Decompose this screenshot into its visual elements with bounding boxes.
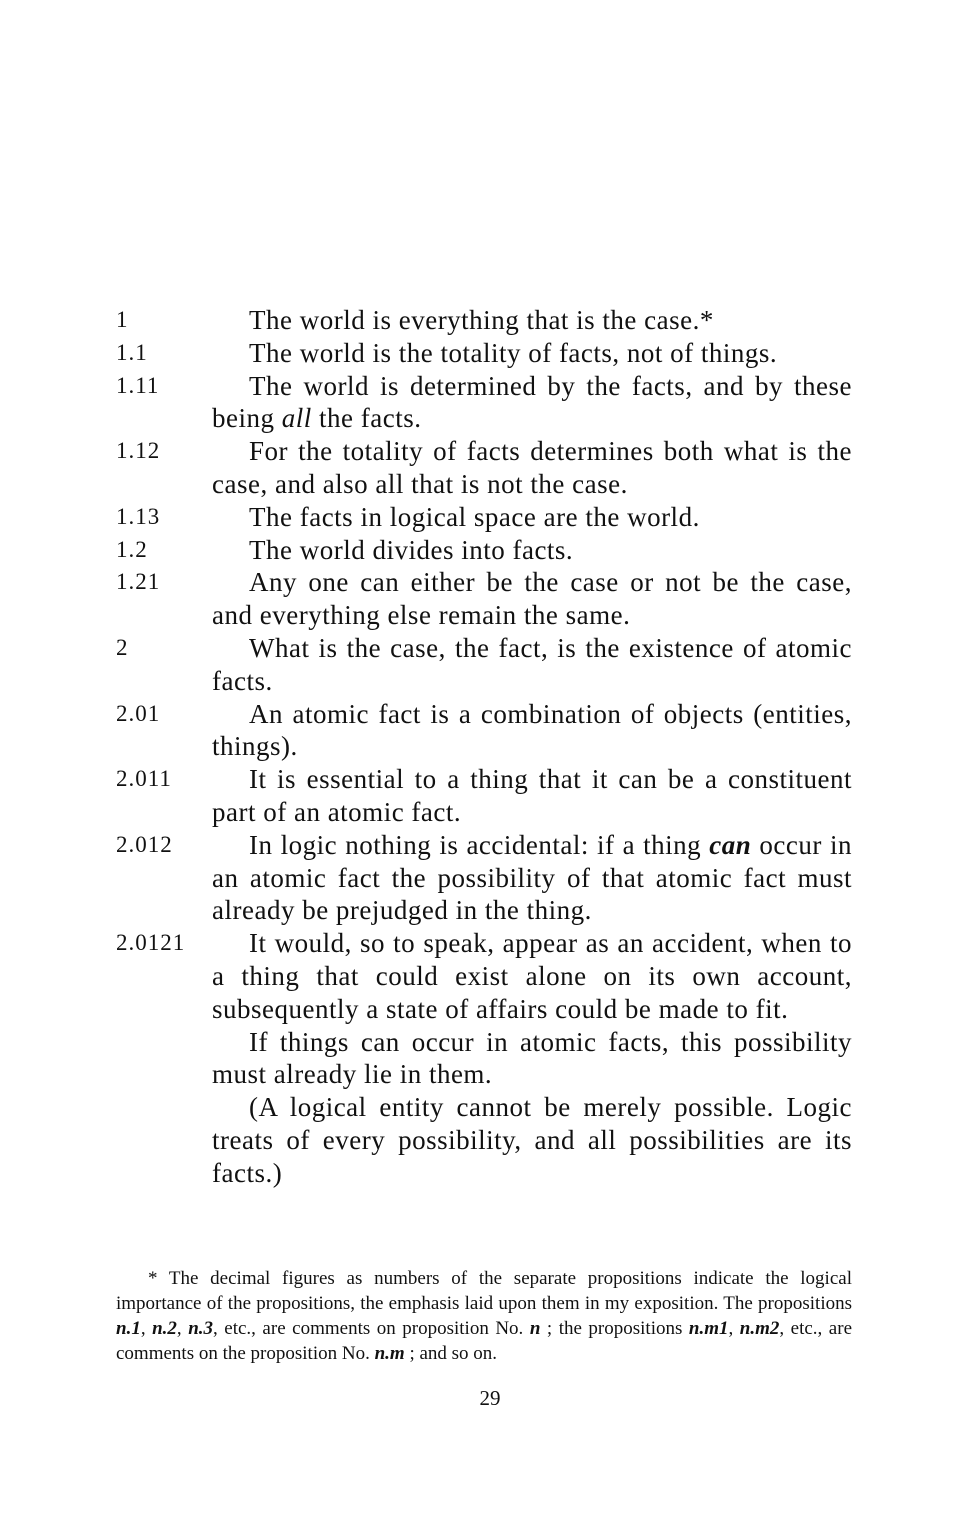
proposition-text: The facts in logical space are the world. [249, 501, 700, 532]
proposition-text: It is essential to a thing that it can be a constituent part of an atomic fact. [212, 764, 852, 827]
proposition-number: 1.2 [116, 536, 148, 562]
proposition [116, 304, 852, 337]
proposition-text: In logic nothing is accidental: if a thing can occur in an atomic fact the possibility of that atomic fact must already be prejudged in the thing. [212, 829, 852, 926]
proposition [116, 763, 852, 829]
proposition-number: 2.01 [116, 700, 161, 726]
proposition-number: 1.1 [116, 339, 148, 365]
emphasis-text: n.m1 [688, 1318, 729, 1339]
proposition [116, 632, 852, 698]
proposition-text: (A logical entity cannot be merely possible. Logic treats of every possibility, and all possibilities are its facts.) [212, 1092, 852, 1188]
proposition [116, 370, 852, 436]
proposition-number: 2.0121 [116, 930, 186, 956]
emphasis-text: n.3 [188, 1318, 214, 1339]
proposition-text: The world is everything that is the case.* [249, 305, 714, 335]
proposition-text: It would, so to speak, appear as an accident, when to a thing that could exist alone on its own account, subsequently a state of affairs could be made to fit. [212, 928, 852, 1024]
proposition-number: 1.21 [116, 569, 161, 595]
proposition [116, 566, 852, 632]
proposition-number: 1.13 [116, 503, 161, 529]
proposition [116, 337, 852, 370]
proposition-text: The world divides into facts. [249, 534, 574, 565]
proposition [116, 698, 852, 764]
footnote: * The decimal figures as numbers of the separate propositions indicate the logical importance of the propositions, the emphasis laid upon them in my exposition. The propositions n.1, n.2, n.3, etc., are comments on proposition No. n ; the propositions n.m1, n.m2, etc., are comments on the proposition No. n.m ; and so on. [116, 1268, 853, 1364]
proposition-text: For the totality of facts determines both what is the case, and also all that is not the case. [212, 436, 852, 499]
proposition-number: 2.012 [116, 831, 173, 857]
proposition-number: 1 [116, 307, 129, 332]
emphasis-text: all [281, 403, 312, 434]
proposition [116, 829, 852, 927]
propositions-list [116, 304, 852, 1190]
proposition [116, 501, 852, 534]
proposition-number: 1.11 [116, 372, 160, 398]
proposition-number: 2.011 [116, 766, 172, 792]
proposition-text: The world is the totality of facts, not of things. [249, 337, 778, 368]
proposition-text: The world is determined by the facts, and by these being all the facts. [212, 370, 852, 434]
proposition [116, 435, 852, 501]
proposition-text: An atomic fact is a combination of objects (entities, things). [212, 698, 852, 762]
emphasis-text: n.1 [116, 1318, 141, 1339]
emphasis-text: n.2 [152, 1318, 177, 1339]
emphasis-text: can [709, 829, 752, 860]
proposition-text: Any one can either be the case or not be the case, and everything else remain the same. [212, 567, 852, 631]
proposition-number: 2 [116, 634, 129, 660]
page-number: 29 [479, 1386, 501, 1410]
proposition-number: 1.12 [116, 438, 161, 464]
proposition [116, 534, 852, 567]
emphasis-text: n.m2 [739, 1318, 780, 1339]
proposition-text: What is the case, the fact, is the existence of atomic facts. [212, 632, 852, 696]
emphasis-text: n [529, 1318, 541, 1339]
proposition-text: If things can occur in atomic facts, this possibility must already lie in them. [212, 1026, 852, 1090]
proposition [116, 927, 852, 1189]
emphasis-text: n.m [374, 1343, 405, 1364]
